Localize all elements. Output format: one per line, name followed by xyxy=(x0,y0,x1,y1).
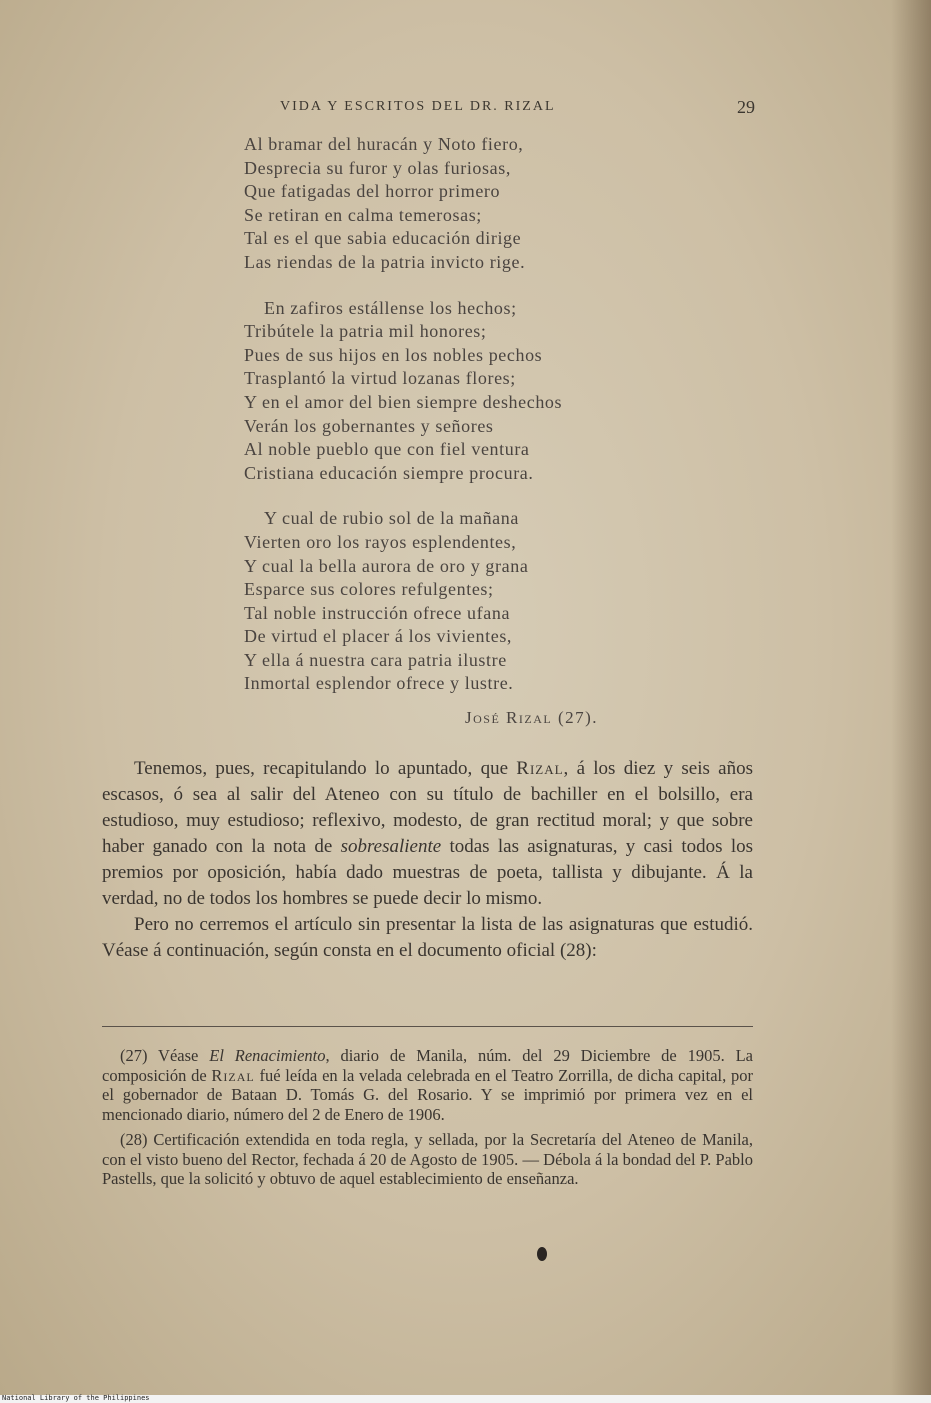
paragraph xyxy=(102,756,753,912)
poem xyxy=(244,133,664,718)
running-title: VIDA Y ESCRITOS DEL DR. RIZAL xyxy=(280,99,556,114)
emphasis-text: sobresaliente xyxy=(340,836,442,857)
poem-line: Se retiran en calma temerosas; xyxy=(244,204,482,225)
stanza-2 xyxy=(244,297,664,486)
poem-line: En zafiros estállense los hechos; xyxy=(264,297,517,318)
body-text xyxy=(102,756,753,964)
poem-line: Las riendas de la patria invicto rige. xyxy=(244,251,526,272)
footnote-text: fué leída en la velada celebrada en el Teatro Zorrilla, de dicha capital, por el gobernador de Bataan D. Tomás G. del Rosario. Y se imprimió por primera vez en el mencionado diario, número del 2 de Enero de 1906. xyxy=(102,1065,753,1124)
footnote-28: (28) Certificación extendida en toda regla, y sellada, por la Secretaría del Ateneo de Manila, con el visto bueno del Rector, fechada á 20 de Agosto de 1905. — Débola á la bondad del P. Pablo Pastells, que la solicitó y obtuvo de aquel establecimiento de enseñanza. xyxy=(102,1130,753,1188)
stanza-1 xyxy=(244,133,664,275)
author-name: Rizal xyxy=(211,1065,255,1085)
poem-line: Tal es el que sabia educación dirige xyxy=(244,228,522,249)
poem-line: Al bramar del huracán y Noto fiero, xyxy=(244,134,524,154)
poem-line: Y cual la bella aurora de oro y grana xyxy=(244,555,529,576)
paragraph-text: , á los diez y seis años escasos, ó sea al salir del Ateneo con su título de bachiller en el bolsillo, era estudioso, muy estudioso; reflexivo, modesto, de gran rectitud moral; y que sobre haber ganado con la nota de xyxy=(102,758,753,857)
poem-signature: José Rizal (27). xyxy=(465,708,599,727)
running-header xyxy=(280,97,755,119)
footnote-divider xyxy=(102,1026,753,1027)
poem-line: Pues de sus hijos en los nobles pechos xyxy=(244,344,543,365)
poem-line: Al noble pueblo que con fiel ventura xyxy=(244,439,530,460)
paragraph-text: Tenemos, pues, recapitulando lo apuntado, que xyxy=(134,758,517,779)
author-name: Rizal xyxy=(516,758,564,779)
paragraph: Pero no cerremos el artículo sin presentar la lista de las asignaturas que estudió. Véase á continuación, según consta en el documento oficial (28): xyxy=(102,914,753,961)
poem-line: Trasplantó la virtud lozanas flores; xyxy=(244,368,516,389)
poem-line: Verán los gobernantes y señores xyxy=(244,415,494,436)
poem-line: Y en el amor del bien siempre deshechos xyxy=(244,391,563,412)
page-edge-shadow xyxy=(891,0,931,1395)
poem-line: Inmortal esplendor ofrece y lustre. xyxy=(244,673,514,694)
poem-line: Vierten oro los rayos esplendentes, xyxy=(244,531,517,552)
poem-line: Que fatigadas del horror primero xyxy=(244,181,501,202)
poem-line: Tal noble instrucción ofrece ufana xyxy=(244,602,511,623)
footer-strip xyxy=(0,1395,931,1403)
stanza-3 xyxy=(244,507,664,696)
ink-spot xyxy=(537,1247,547,1261)
library-credit: National Library of the Philippines xyxy=(2,1394,150,1402)
poem-line: Y ella á nuestra cara patria ilustre xyxy=(244,649,507,670)
poem-line: Esparce sus colores refulgentes; xyxy=(244,579,494,600)
poem-line: Tribútele la patria mil honores; xyxy=(244,321,487,342)
footnote-text: (27) Véase xyxy=(120,1046,210,1065)
poem-line: Cristiana educación siempre procura. xyxy=(244,462,534,483)
newspaper-title: El Renacimiento xyxy=(209,1046,326,1065)
footnote-text: , diario de Manila, núm. del 29 Diciembre de 1905. La composición de xyxy=(102,1046,754,1085)
poem-line: De virtud el placer á los vivientes, xyxy=(244,626,513,647)
poem-line: Desprecia su furor y olas furiosas, xyxy=(244,157,511,178)
footnotes xyxy=(102,1046,753,1195)
page-number: 29 xyxy=(737,97,755,117)
poem-line: Y cual de rubio sol de la mañana xyxy=(264,508,519,529)
paragraph-text: todas las asignaturas, y casi todos los premios por oposición, había dado muestras de poeta, tallista y dibujante. Á la verdad, no de todos los hombres se puede decir lo mismo. xyxy=(102,836,753,909)
footnote-27 xyxy=(102,1046,753,1124)
